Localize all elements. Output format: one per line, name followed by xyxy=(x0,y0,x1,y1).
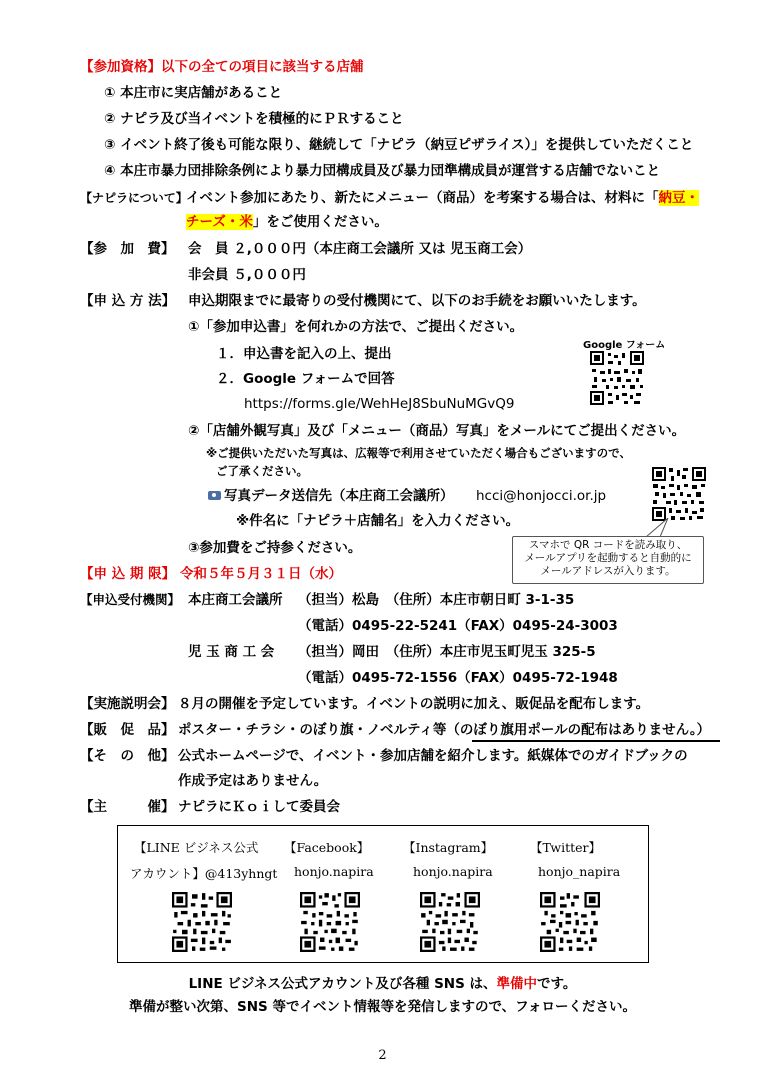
callout-line-2: メールアプリを起動すると自動的に xyxy=(524,552,692,564)
footer-line-1a: LINE ビジネス公式アカウント及び各種 SNS は、 xyxy=(188,976,497,992)
reception-org-1: 本庄商工会議所 xyxy=(188,592,283,608)
qualification-heading: 【参加資格】以下の全ての項目に該当する店舗 xyxy=(80,59,364,75)
google-form-label: Google フォーム xyxy=(583,340,666,351)
napira-highlight-2: チーズ・米 xyxy=(186,214,253,230)
qualification-item-2: ② ナピラ及び当イベントを積極的にＰＲすること xyxy=(104,111,404,127)
footer-line-1c: です。 xyxy=(537,976,577,992)
instagram-qr-code xyxy=(420,892,480,952)
other-label: 【そ の 他】 xyxy=(80,748,175,764)
reception-tel-1: （電話）0495-22-5241（FAX）0495-24-3003 xyxy=(298,618,618,634)
mail-qr-callout xyxy=(512,536,704,584)
line-qr-code xyxy=(172,892,232,952)
sns-line-title: 【LINE ビジネス公式 xyxy=(134,840,259,855)
napira-text-line2 xyxy=(186,213,388,231)
promo-label: 【販 促 品】 xyxy=(80,722,175,738)
page-number: 2 xyxy=(378,1048,387,1063)
other-text-line-2: 作成予定はありません。 xyxy=(178,773,328,789)
sns-facebook-handle[interactable]: honjo.napira xyxy=(294,864,374,879)
photo-mail-row xyxy=(208,487,454,505)
promo-underline xyxy=(472,740,720,742)
sns-line-handle[interactable]: アカウント】@413yhngt xyxy=(130,866,278,881)
deadline-date: 令和５年５月３１日（水） xyxy=(180,566,342,582)
footer-line-1 xyxy=(0,975,765,993)
google-form-url[interactable]: https://forms.gle/WehHeJ8SbuNuMGvQ9 xyxy=(244,396,515,412)
fee-nonmember: 非会員 ５,０００円 xyxy=(188,267,306,283)
qualification-item-3: ③ イベント終了後も可能な限り、継続して「ナピラ（納豆ピザライス）」を提供していただくこと xyxy=(104,137,694,153)
apply-label: 【申 込 方 法】 xyxy=(80,293,176,309)
reception-label: 【申込受付機関】 xyxy=(80,592,181,607)
deadline-label: 【申 込 期 限】 xyxy=(80,566,176,582)
photo-mail-address[interactable]: hcci@honjocci.or.jp xyxy=(476,488,607,504)
sns-instagram-handle[interactable]: honjo.napira xyxy=(413,864,493,879)
apply-step-1b: ２．Google フォームで回答 xyxy=(216,371,395,387)
napira-text xyxy=(186,189,699,207)
fee-label: 【参 加 費】 xyxy=(80,241,175,257)
mail-subject-note: ※件名に「ナピラ＋店舗名」を入力ください。 xyxy=(236,513,520,529)
footer-status: 準備中 xyxy=(496,976,538,992)
callout-line-3: メールアドレスが入ります。 xyxy=(540,565,676,577)
apply-step-2: ②「店舗外観写真」及び「メニュー（商品）写真」をメールにてご提出ください。 xyxy=(188,423,686,439)
facebook-qr-code xyxy=(300,892,360,952)
mail-qr-code xyxy=(652,467,706,521)
other-text-line-1: 公式ホームページで、イベント・参加店舗を紹介します。紙媒体でのガイドブックの xyxy=(178,748,688,764)
briefing-text: ８月の開催を予定しています。イベントの説明に加え、販促品を配布します。 xyxy=(178,696,650,712)
sns-twitter-handle[interactable]: honjo_napira xyxy=(538,864,621,879)
google-form-qr-code xyxy=(590,351,644,405)
photo-mail-label: 写真データ送信先（本庄商工会議所） xyxy=(224,488,454,504)
reception-contact-2: （担当）岡田 （住所）本庄市児玉町児玉 325-5 xyxy=(298,644,596,660)
sns-twitter-title: 【Twitter】 xyxy=(530,840,602,855)
host-label: 【主 催】 xyxy=(80,799,175,815)
apply-step-1a: １．申込書を記入の上、提出 xyxy=(216,346,392,362)
napira-highlight-1: 納豆・ xyxy=(658,190,699,206)
fee-member: 会 員 ２,０００円（本庄商工会議所 又は 児玉商工会） xyxy=(188,241,532,257)
reception-org-2: 児 玉 商 工 会 xyxy=(188,644,275,660)
apply-intro: 申込期限までに最寄りの受付機関にて、以下のお手続をお願いいたします。 xyxy=(188,293,646,309)
reception-contact-1: （担当）松島 （住所）本庄市朝日町 3-1-35 xyxy=(298,592,575,608)
host-text: ナピラにＫｏｉして委員会 xyxy=(178,799,340,815)
napira-text-part2: 」をご使用ください。 xyxy=(252,214,388,230)
sns-instagram-title: 【Instagram】 xyxy=(403,840,494,855)
qualification-item-1: ① 本庄市に実店舗があること xyxy=(104,85,283,101)
callout-line-1: スマホで QR コードを読み取り、 xyxy=(528,539,688,551)
promo-text: ポスター・チラシ・のぼり旗・ノベルティ等（のぼり旗用ポールの配布はありません。） xyxy=(178,722,711,738)
twitter-qr-code xyxy=(540,892,600,952)
sns-facebook-title: 【Facebook】 xyxy=(284,840,370,855)
callout-pointer xyxy=(640,518,670,538)
footer-line-2: 準備が整い次第、SNS 等でイベント情報等を発信しますので、フォローください。 xyxy=(129,999,636,1015)
camera-icon xyxy=(208,491,221,500)
briefing-label: 【実施説明会】 xyxy=(80,696,175,712)
napira-label: 【ナピラについて】 xyxy=(80,191,188,205)
napira-text-part1: イベント参加にあたり、新たにメニュー（商品）を考案する場合は、材料に「 xyxy=(186,190,659,206)
qualification-item-4: ④ 本庄市暴力団排除条例により暴力団構成員及び暴力団準構成員が運営する店舗でないこと xyxy=(104,163,661,179)
apply-step-1: ①「参加申込書」を何れかの方法で、ご提出ください。 xyxy=(188,319,524,335)
reception-tel-2: （電話）0495-72-1556（FAX）0495-72-1948 xyxy=(298,670,618,686)
apply-step-3: ③参加費をご持参ください。 xyxy=(188,540,362,556)
photo-note-line-2: ご了承ください。 xyxy=(216,464,308,478)
photo-note-line-1: ※ご提供いただいた写真は、広報等で利用させていただく場合もございますので、 xyxy=(206,446,631,460)
